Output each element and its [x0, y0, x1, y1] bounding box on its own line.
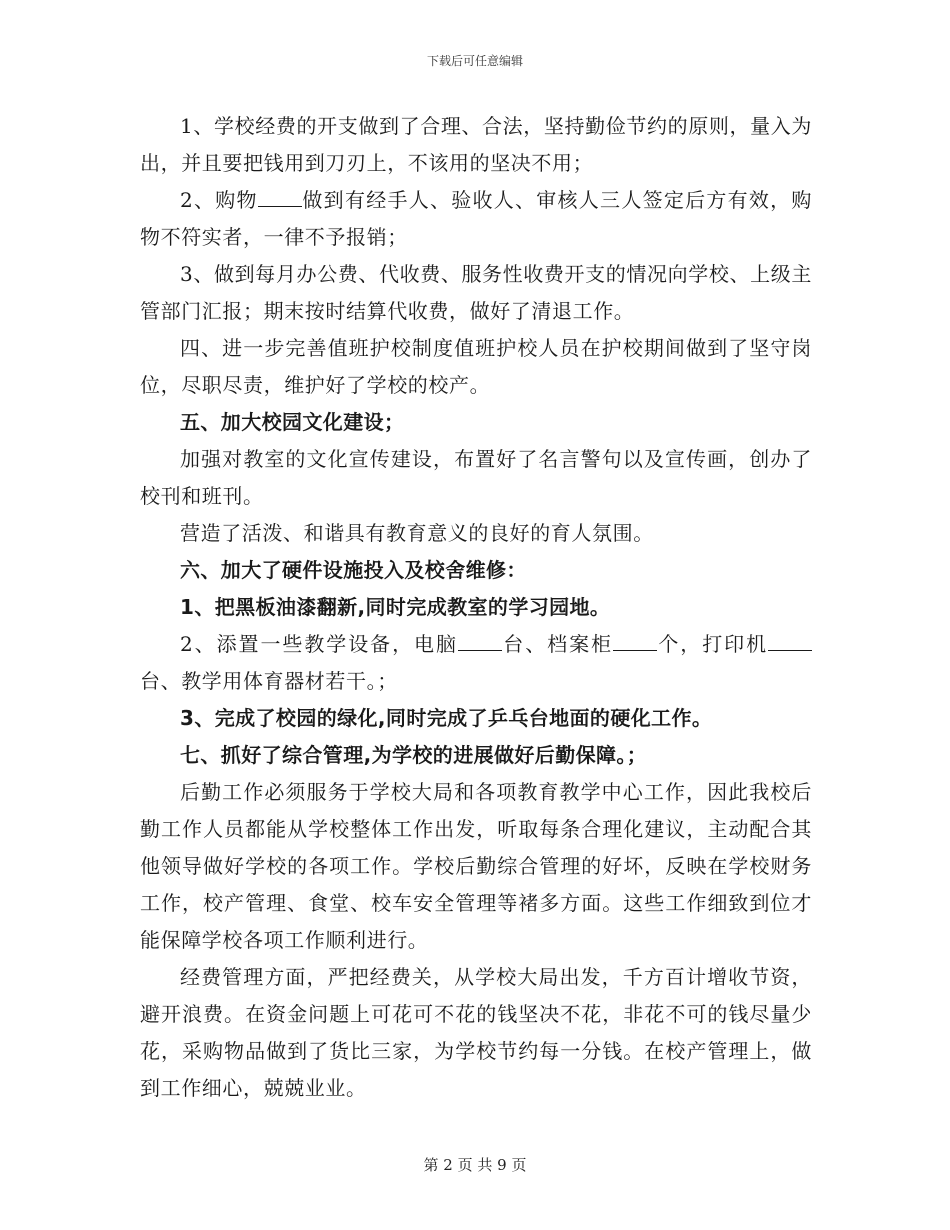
document-body — [140, 108, 812, 1107]
paragraph-7: 营造了活泼、和谐具有教育意义的良好的育人氛围。 — [180, 521, 654, 545]
paragraph-13: 后勤工作必须服务于学校大局和各项教育教学中心工作，因此我校后勤工作人员都能从学校整体工作出发，听取每条合理化建议，主动配合其他领导做好学校的各项工作。学校后勤综合管理的好坏，反映在学校财务工作，校产管理、食堂、校车安全管理等褚多方面。这些工作细致到位才能保障学校各项工作顺利进行。 — [140, 780, 812, 952]
paragraph-10 — [140, 626, 812, 700]
blank-line — [768, 632, 812, 651]
paragraph-11: 3、完成了校园的绿化,同时完成了乒乓台地面的硬化工作。 — [180, 706, 713, 730]
paragraph-10-part3: 个，打印机 — [656, 632, 769, 656]
blank-line — [458, 632, 502, 651]
paragraph-2 — [140, 182, 812, 256]
paragraph-10-part4: 台、教学用体育器材若干。； — [140, 669, 398, 693]
page-header: 下载后可任意编辑 — [426, 54, 523, 68]
paragraph-6: 加强对教室的文化宣传建设，布置好了名言警句以及宣传画，创办了校刊和班刊。 — [140, 447, 812, 508]
paragraph-14: 经费管理方面，严把经费关，从学校大局出发，千方百计增收节资，避开浪费。在资金问题上可花可不花的钱坚决不花，非花不可的钱尽量少花，采购物品做到了货比三家，为学校节约每一分钱。在校产管理上，做到工作细心，兢兢业业。 — [140, 965, 812, 1100]
section-heading-7: 七、抓好了综合管理,为学校的进展做好后勤保障。； — [180, 743, 648, 767]
paragraph-4: 四、进一步完善值班护校制度值班护校人员在护校期间做到了坚守岗位，尽职尽责，维护好了学校的校产。 — [140, 336, 812, 397]
paragraph-10-part2: 台、档案柜 — [501, 632, 613, 656]
blank-line — [613, 632, 657, 651]
paragraph-9: 1、把黑板油漆翻新,同时完成教室的学习园地。 — [180, 595, 611, 619]
paragraph-2-after: 做到有经手人、验收人、审核人三人签定后方有效，购物不符实者，一律不予报销； — [140, 188, 812, 249]
paragraph-10-part1: 2、添置一些教学设备，电脑 — [180, 632, 458, 656]
blank-line — [258, 188, 302, 207]
paragraph-3: 3、做到每月办公费、代收费、服务性收费开支的情况向学校、上级主管部门汇报；期末按时结算代收费，做好了清退工作。 — [140, 262, 812, 323]
paragraph-1: 1、学校经费的开支做到了合理、合法，坚持勤俭节约的原则，量入为出，并且要把钱用到刀刃上，不该用的坚决不用； — [140, 114, 812, 175]
section-heading-6: 六、加大了硬件设施投入及校舍维修： — [180, 558, 527, 582]
paragraph-2-before: 2、购物 — [180, 188, 258, 212]
section-heading-5: 五、加大校园文化建设； — [180, 410, 405, 434]
page-footer: 第 2 页 共 9 页 — [423, 1156, 527, 1174]
